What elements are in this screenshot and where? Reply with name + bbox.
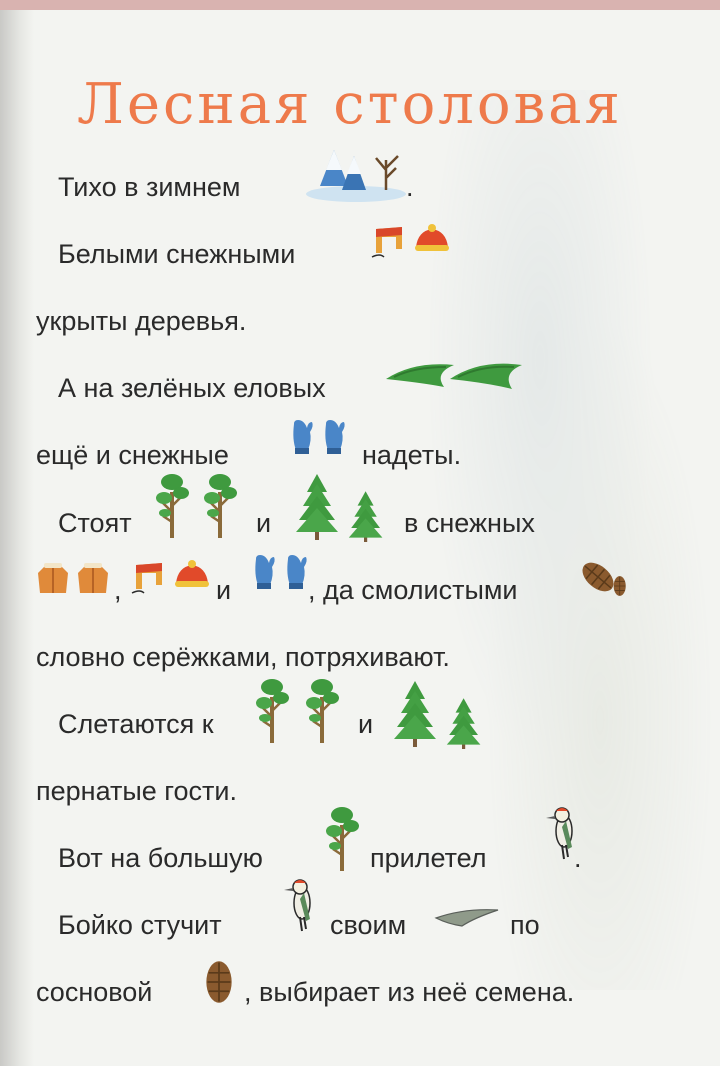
mittens-icon — [286, 418, 352, 458]
pine-trees-icon — [254, 673, 346, 747]
winter-hats-icon — [370, 221, 452, 261]
woodpecker-icon — [282, 876, 318, 938]
line-text: , да смолистыми — [308, 575, 518, 605]
story-line — [0, 693, 720, 753]
line-text: Стоят — [58, 508, 132, 538]
line-text: и — [216, 575, 232, 605]
story-line — [0, 827, 720, 887]
pine-tree-icon — [322, 799, 362, 875]
fur-coats-icon — [36, 561, 112, 597]
pine-cone-icon — [202, 959, 236, 1005]
mittens-icon — [248, 553, 314, 593]
pine-trees-icon — [154, 470, 246, 540]
snowy-forest-icon — [306, 146, 410, 202]
story-line — [0, 357, 720, 417]
line-text: Тихо в зимнем — [58, 172, 241, 202]
line-text: ещё и снежные — [36, 440, 229, 470]
story-line — [0, 626, 720, 686]
line-text: своим — [330, 910, 407, 940]
line-text: Слетаются к — [58, 709, 214, 739]
line-text: в снежных — [404, 508, 535, 538]
fir-branches-icon — [384, 359, 524, 393]
story-line — [0, 290, 720, 350]
line-text: . — [406, 172, 414, 202]
line-text: Белыми снежными — [58, 239, 296, 269]
line-text: укрыты деревья. — [36, 306, 247, 336]
line-text: по — [510, 910, 540, 940]
story-line — [0, 223, 720, 283]
page-title: Лесная столовая — [77, 72, 623, 137]
fir-cones-icon — [578, 557, 638, 599]
line-text: надеты. — [362, 440, 462, 470]
story-line — [0, 492, 720, 552]
winter-hats-icon — [130, 557, 212, 597]
line-text: и — [256, 508, 272, 538]
line-text: сосновой — [36, 977, 153, 1007]
story-line — [0, 156, 720, 216]
fir-trees-icon — [296, 472, 388, 542]
line-text: А на зелёных еловых — [58, 373, 326, 403]
line-text: , — [114, 575, 122, 605]
line-text: прилетел — [370, 843, 487, 873]
line-text: словно серёжками, потряхивают. — [36, 642, 450, 672]
fir-trees-icon — [394, 679, 486, 749]
story-line — [0, 894, 720, 954]
story-line — [0, 961, 720, 1021]
page-top-band — [0, 0, 720, 10]
line-text: и — [358, 709, 374, 739]
line-text: , выбирает из неё семена. — [244, 977, 575, 1007]
line-text: Вот на большую — [58, 843, 263, 873]
line-text: Бойко стучит — [58, 910, 222, 940]
line-text: пернатые гости. — [36, 776, 237, 806]
line-text: . — [574, 843, 582, 873]
beak-icon — [434, 906, 500, 928]
story-line — [0, 559, 720, 619]
